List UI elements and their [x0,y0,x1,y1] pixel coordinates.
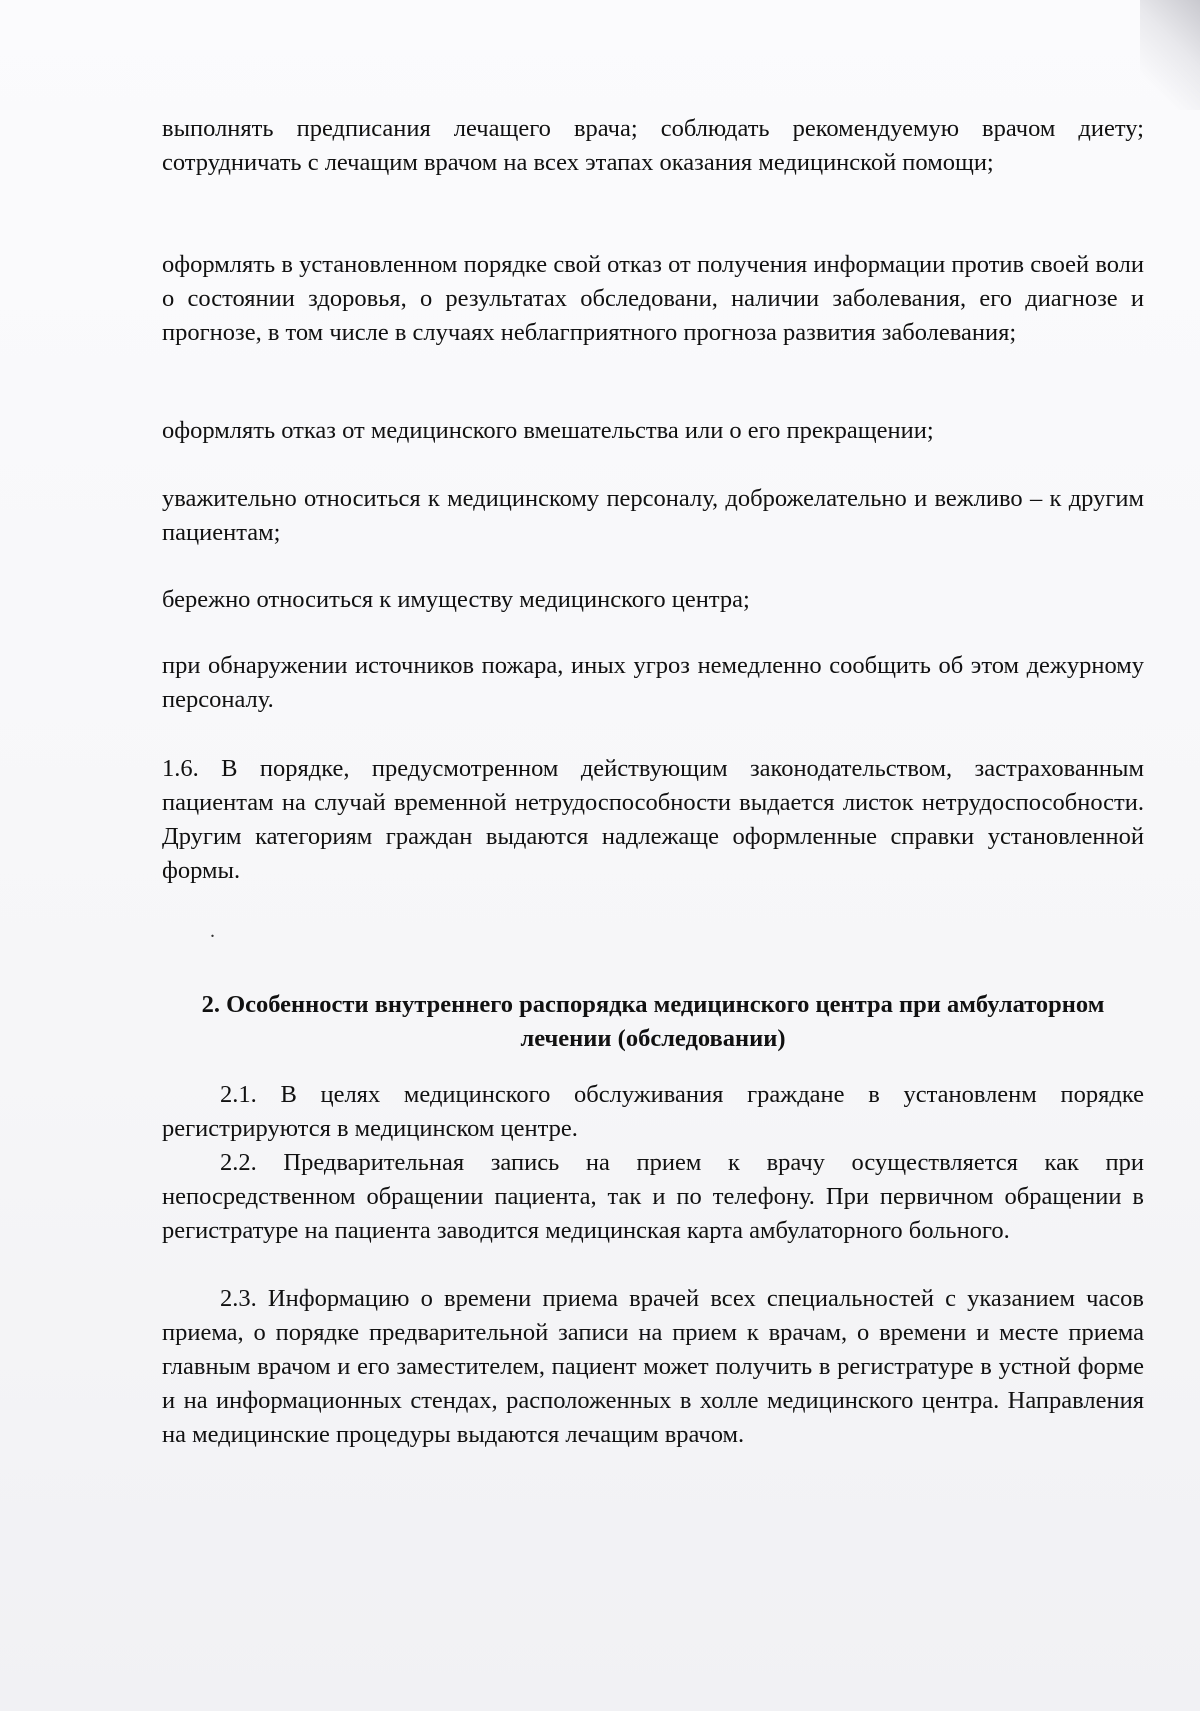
paragraph-respect-staff: уважительно относиться к медицинскому персоналу, доброжелательно и вежливо – к другим пациентам; [162,485,1144,546]
page-corner-shadow [1140,0,1200,110]
paragraph-sick-leave: 1.6. В порядке, предусмотренном действующим законодательством, застрахованным пациентам на случай временной нетрудоспособности выдается листок нетрудоспособности. Другим категориям граждан выдаются надлежаще оформленные справки установленной формы. [162,755,1144,884]
stray-dot-mark: . [210,920,215,942]
section-item-2-2: 2.2. Предварительная запись на прием к врачу осуществляется как при непосредственном обращении пациента, так и по телефону. При первичном обращении в регистратуре на пациента заводится медицинская карта амбулаторного больного. [162,1149,1144,1244]
section-item-2-3: 2.3. Информацию о времени приема врачей всех специальностей с указанием часов приема, о порядке предварительной записи на прием к врачам, о времени и месте приема главным врачом и его заместителем, пациент может получить в регистратуре в устной форме и на информационных стендах, расположенных в холле медицинского центра. Направления на медицинские процедуры выдаются лечащим врачом. [162,1285,1144,1448]
paragraph-refusal-of-information: оформлять в установленном порядке свой отказ от получения информации против своей воли о состоянии здоровья, о результатах обследовани, наличии заболевания, его диагнозе и прогнозе, в том числе в случаях неблагприятного прогноза развития заболевания; [162,251,1144,346]
section-item-2-1: 2.1. В целях медицинского обслуживания граждане в установленм порядке регистрируются в медицинском центре. [162,1081,1144,1142]
paragraph-follow-prescriptions: выполнять предписания лечащего врача; соблюдать рекомендуемую врачом диету; сотрудничать с лечащим врачом на всех этапах оказания медицинской помощи; [162,115,1144,176]
paragraph-refusal-of-intervention: оформлять отказ от медицинского вмешательства или о его прекращении; [162,417,934,444]
paragraph-property-care: бережно относиться к имуществу медицинского центра; [162,586,750,613]
section-heading: 2. Особенности внутреннего распорядка медицинского центра при амбулаторном лечении (обследовании) [201,991,1105,1052]
paragraph-fire-threat: при обнаружении источников пожара, иных угроз немедленно сообщить об этом дежурному персоналу. [162,652,1144,713]
